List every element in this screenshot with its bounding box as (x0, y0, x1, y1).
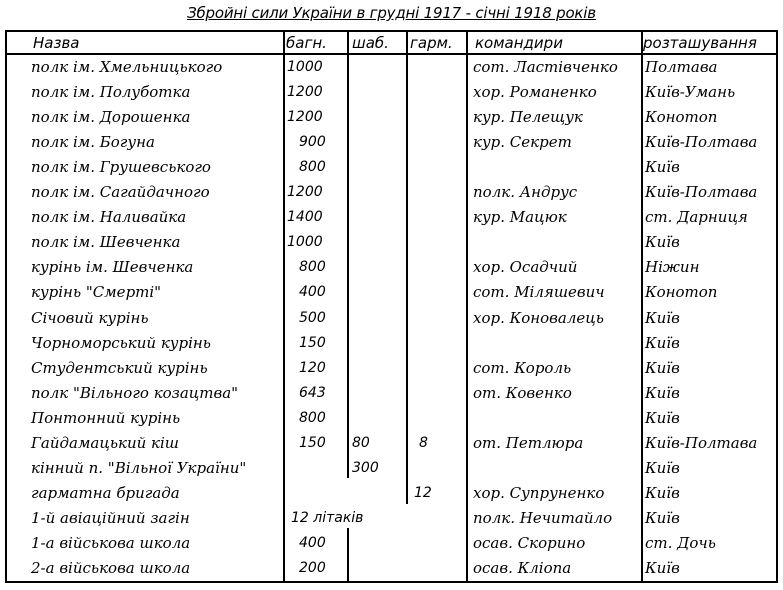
cell-bayonets: 1000 (287, 234, 323, 251)
col-divider-commanders (466, 32, 468, 581)
cell-bayonets: 400 (299, 284, 326, 301)
cell-name: 2-а військова школа (31, 559, 191, 577)
cell-name: полк ім. Грушевського (31, 158, 211, 177)
cell-commander: от. Петлюра (473, 433, 584, 452)
cell-name: полк ім. Сагайдачного (31, 183, 210, 202)
cell-bayonets: 1200 (287, 109, 323, 126)
cell-name: курінь ім. Шевченка (31, 258, 194, 277)
cell-commander: полк. Нечитайло (473, 508, 613, 527)
cell-location: Київ-Полтава (645, 133, 758, 152)
cell-sabres: 300 (352, 459, 379, 476)
cell-name: полк ім. Полуботка (31, 83, 191, 102)
cell-commander: полк. Андрус (473, 183, 578, 202)
cell-name: полк ім. Хмельницького (31, 58, 223, 76)
header-guns: гарм. (410, 34, 453, 52)
cell-location: Київ (645, 483, 680, 502)
cell-commander: сот. Ластівченко (473, 58, 618, 76)
cell-location: Полтава (645, 58, 718, 76)
header-name: Назва (33, 34, 80, 52)
table-title: Збройні сили України в грудні 1917 - січні 1918 років (187, 4, 596, 22)
forces-table (5, 30, 778, 583)
cell-bayonets: 200 (299, 560, 326, 576)
cell-location: Київ (645, 408, 680, 427)
cell-bayonets: 643 (299, 384, 326, 401)
cell-bayonets: 400 (299, 534, 326, 551)
col-divider-sabres-lower (347, 528, 349, 581)
cell-location: Київ (645, 508, 680, 527)
cell-commander: кур. Пелещук (473, 108, 583, 127)
cell-commander: от. Ковенко (473, 383, 572, 402)
cell-bayonets: 1200 (287, 184, 323, 201)
col-divider-location (641, 32, 643, 581)
cell-location: Київ (645, 383, 680, 402)
cell-location: Київ-Умань (645, 83, 736, 102)
header-bayonets: багн. (286, 34, 327, 52)
cell-commander: осав. Скорино (473, 533, 586, 552)
cell-commander: осав. Кліопа (473, 559, 572, 577)
cell-bayonets: 900 (299, 134, 326, 151)
cell-name: 1-й авіаційний загін (31, 508, 190, 527)
cell-bayonets: 800 (299, 259, 326, 276)
cell-location: Конотоп (645, 108, 718, 127)
cell-bayonets: 120 (299, 359, 326, 376)
cell-location: Київ (645, 308, 680, 327)
cell-location: Київ (645, 333, 680, 352)
header-location: розташування (643, 34, 757, 52)
header-commanders: командири (475, 34, 563, 52)
cell-guns: 8 (419, 434, 428, 451)
cell-commander: хор. Романенко (473, 83, 597, 102)
cell-name: полк ім. Шевченка (31, 233, 181, 252)
cell-bayonets: 800 (299, 159, 326, 176)
header-sabres: шаб. (352, 34, 389, 52)
cell-location: Київ (645, 458, 680, 477)
cell-location: Київ (645, 358, 680, 377)
col-divider-guns (406, 32, 408, 504)
cell-commander: кур. Мацюк (473, 208, 567, 227)
cell-commander: хор. Коновалець (473, 308, 604, 327)
col-divider-sabres (347, 32, 349, 478)
cell-location: Ніжин (645, 258, 700, 277)
cell-bayonets: 150 (299, 334, 326, 351)
cell-name: Чорноморський курінь (31, 333, 211, 352)
cell-bayonets: 1200 (287, 84, 323, 101)
cell-commander: сот. Король (473, 358, 572, 377)
cell-name: Понтонний курінь (31, 408, 181, 427)
cell-bayonets: 1400 (287, 209, 323, 226)
cell-name: 1-а військова школа (31, 533, 191, 552)
col-divider-bayonets (283, 32, 285, 581)
cell-location: ст. Дочь (645, 533, 716, 552)
cell-location: Київ (645, 158, 680, 177)
cell-name: полк ім. Богуна (31, 133, 155, 152)
cell-name: полк "Вільного козацтва" (31, 383, 239, 402)
cell-location: Конотоп (645, 283, 718, 302)
cell-location: Київ (645, 559, 680, 577)
cell-name: гарматна бригада (31, 483, 180, 502)
cell-commander: хор. Супруненко (473, 483, 605, 502)
cell-bayonets: 1000 (287, 59, 323, 75)
cell-location: ст. Дарниця (645, 208, 748, 227)
cell-name: Гайдамацький кіш (31, 433, 180, 452)
cell-name: полк ім. Наливайка (31, 208, 187, 227)
cell-location: Київ (645, 233, 680, 252)
cell-location: Київ-Полтава (645, 183, 758, 202)
cell-location: Київ-Полтава (645, 433, 758, 452)
cell-name: полк ім. Дорошенка (31, 108, 191, 127)
cell-name: кінний п. "Вільної України" (31, 458, 247, 477)
cell-bayonets: 12 літаків (291, 509, 364, 526)
cell-commander: сот. Міляшевич (473, 283, 605, 302)
cell-bayonets: 800 (299, 409, 326, 426)
cell-commander: хор. Осадчий (473, 258, 578, 277)
cell-name: курінь "Смерті" (31, 283, 162, 302)
cell-name: Студентський курінь (31, 358, 208, 377)
cell-name: Січовий курінь (31, 308, 149, 327)
cell-sabres: 80 (352, 434, 370, 451)
cell-bayonets: 150 (299, 434, 326, 451)
cell-commander: кур. Секрет (473, 133, 572, 152)
cell-guns: 12 (414, 484, 432, 501)
cell-bayonets: 500 (299, 309, 326, 326)
